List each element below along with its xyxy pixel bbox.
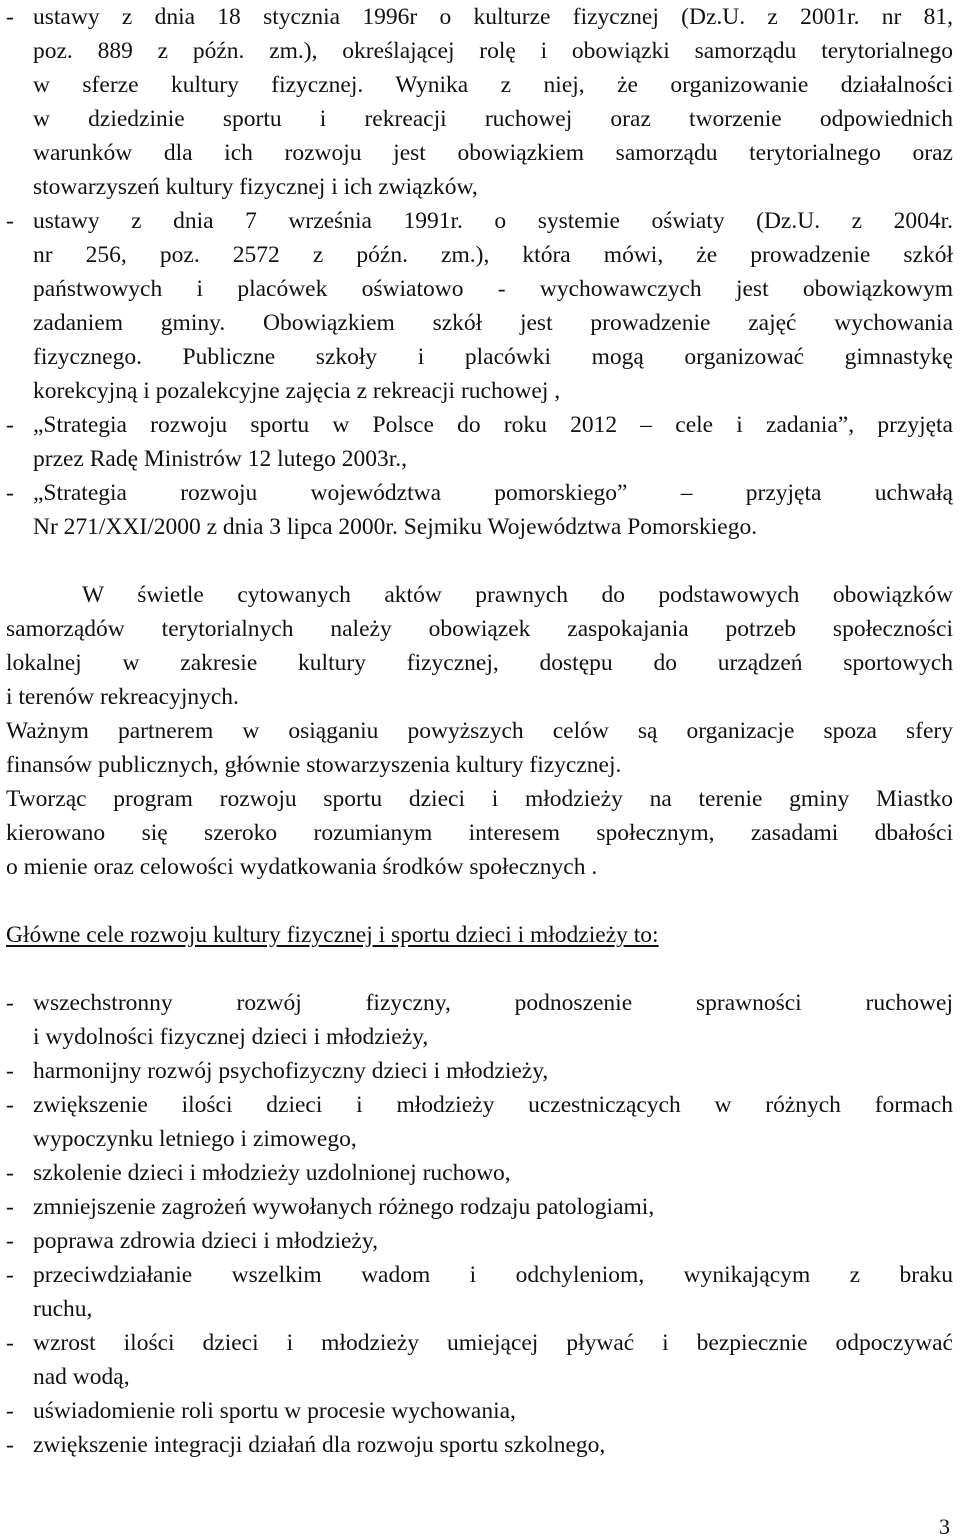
text-line: i wydolności fizycznej dzieci i młodzieży, [33,1024,429,1050]
text-line: nad wodą, [33,1364,130,1390]
text-line: wzrost ilości dzieci i młodzieży umiejącej pływać i bezpiecznie odpoczywać [33,1330,953,1356]
text-line: nr 256, poz. 2572 z późn. zm.), która mówi, że prowadzenie szkół [33,242,953,268]
text-line: o mienie oraz celowości wydatkowania środków społecznych . [6,854,598,880]
list-dash: - [6,1194,14,1220]
text-line: państwowych i placówek oświatowo - wychowawczych jest obowiązkowym [33,276,953,302]
list-dash: - [6,1398,14,1424]
text-line: harmonijny rozwój psychofizyczny dzieci i młodzieży, [33,1058,549,1084]
list-dash: - [6,1160,14,1186]
text-line: korekcyjną i pozalekcyjne zajęcia z rekreacji ruchowej , [33,378,561,404]
text-line: szkolenie dzieci i młodzieży uzdolnionej ruchowo, [33,1160,511,1186]
text-line: warunków dla ich rozwoju jest obowiązkiem samorządu terytorialnego oraz [33,140,953,166]
list-dash: - [6,412,14,438]
text-line: W świetle cytowanych aktów prawnych do podstawowych obowiązków [82,582,953,608]
text-line: „Strategia rozwoju sportu w Polsce do roku 2012 – cele i zadania”, przyjęta [33,412,953,438]
text-line: wypoczynku letniego i zimowego, [33,1126,357,1152]
text-line: przeciwdziałanie wszelkim wadom i odchyleniom, wynikającym z braku [33,1262,953,1288]
text-line: Tworząc program rozwoju sportu dzieci i młodzieży na terenie gminy Miastko [6,786,953,812]
text-line: zmniejszenie zagrożeń wywołanych różnego rodzaju patologiami, [33,1194,655,1220]
section-heading: Główne cele rozwoju kultury fizycznej i sportu dzieci i młodzieży to: [6,922,659,948]
text-line: Nr 271/XXI/2000 z dnia 3 lipca 2000r. Sejmiku Województwa Pomorskiego. [33,514,758,540]
text-line: lokalnej w zakresie kultury fizycznej, dostępu do urządzeń sportowych [6,650,953,676]
text-line: Ważnym partnerem w osiąganiu powyższych celów są organizacje spoza sfery [6,718,953,744]
text-line: w dziedzinie sportu i rekreacji ruchowej oraz tworzenie odpowiednich [33,106,953,132]
list-dash: - [6,4,14,30]
text-line: fizycznego. Publiczne szkoły i placówki mogą organizować gimnastykę [33,344,953,370]
list-dash: - [6,1432,14,1458]
list-dash: - [6,1058,14,1084]
text-line: finansów publicznych, głównie stowarzyszenia kultury fizycznej. [6,752,622,778]
text-line: stowarzyszeń kultury fizycznej i ich związków, [33,174,478,200]
list-dash: - [6,480,14,506]
list-dash: - [6,1262,14,1288]
text-line: przez Radę Ministrów 12 lutego 2003r., [33,446,407,472]
text-line: ustawy z dnia 18 stycznia 1996r o kulturze fizycznej (Dz.U. z 2001r. nr 81, [33,4,953,30]
list-dash: - [6,990,14,1016]
text-line: w sferze kultury fizycznej. Wynika z niej, że organizowanie działalności [33,72,953,98]
text-line: poz. 889 z późn. zm.), określającej rolę i obowiązki samorządu terytorialnego [33,38,953,64]
text-line: ruchu, [33,1296,93,1322]
text-line: zwiększenie integracji działań dla rozwoju sportu szkolnego, [33,1432,606,1458]
text-line: kierowano się szeroko rozumianym interesem społecznym, zasadami dbałości [6,820,953,846]
text-line: wszechstronny rozwój fizyczny, podnoszenie sprawności ruchowej [33,990,953,1016]
text-line: uświadomienie roli sportu w procesie wychowania, [33,1398,516,1424]
list-dash: - [6,208,14,234]
list-dash: - [6,1092,14,1118]
page-number: 3 [939,1514,950,1539]
text-line: samorządów terytorialnych należy obowiązek zaspokajania potrzeb społeczności [6,616,953,642]
list-dash: - [6,1228,14,1254]
text-line: zwiększenie ilości dzieci i młodzieży uczestniczących w różnych formach [33,1092,953,1118]
text-line: i terenów rekreacyjnych. [6,684,239,710]
list-dash: - [6,1330,14,1356]
text-line: ustawy z dnia 7 września 1991r. o systemie oświaty (Dz.U. z 2004r. [33,208,953,234]
text-line: „Strategia rozwoju województwa pomorskiego” – przyjęta uchwałą [33,480,953,506]
text-line: zadaniem gminy. Obowiązkiem szkół jest prowadzenie zajęć wychowania [33,310,953,336]
text-line: poprawa zdrowia dzieci i młodzieży, [33,1228,378,1254]
